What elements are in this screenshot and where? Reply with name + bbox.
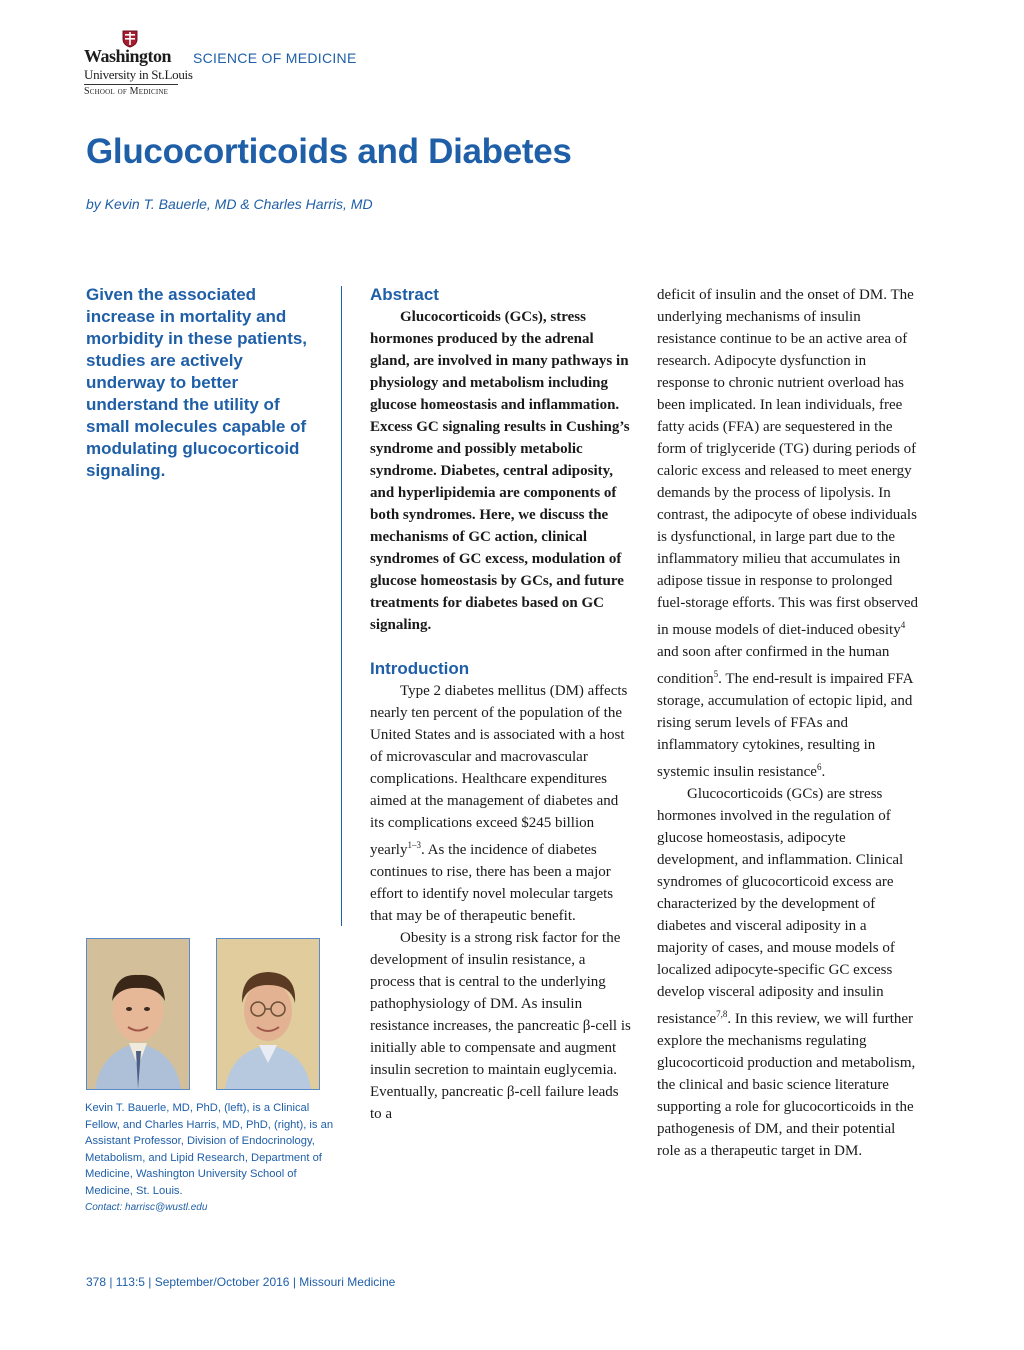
column-middle [370, 284, 632, 1125]
col3-p2-text-b: . In this review, we will further explore the mechanisms regulating glucocorticoid production and metabolism, the clinical and basic science literature supporting a role for glucocorticoids in the pathogenesis of DM, and their potential role as a therapeutic target in DM. [657, 1011, 916, 1159]
logo-washington: Washington [84, 46, 172, 66]
intro-paragraph-1 [370, 680, 632, 927]
intro-paragraph-4 [657, 783, 919, 1162]
author-photo-left [86, 938, 190, 1090]
citation-ref: 1–3 [407, 840, 421, 850]
logo-divider [84, 84, 178, 85]
author-caption [85, 1100, 335, 1216]
col3-p1-text-b: and soon after confirmed in the human condition [657, 644, 890, 687]
citation-ref: 7,8 [716, 1009, 728, 1019]
col3-p1-text-a: deficit of insulin and the onset of DM. The underlying mechanisms of insulin resistance continue to be an active area of research. Adipocyte dysfunction in response to chronic nutrient overload has been implicated. In lean individuals, free fatty acids (FFA) are sequestered in the form of triglyceride (TG) during periods of caloric excess and released to meet energy demands by the process of lipolysis. In contrast, the adipocyte of obese individuals is dysfunctional, in large part due to the inflammatory milieu that accumulates in adipose tissue in response to prolonged fuel-storage efforts. This was first observed in mouse models of diet-induced obesity [657, 287, 919, 638]
intro-paragraph-3 [657, 284, 919, 783]
intro-p1-text-a: Type 2 diabetes mellitus (DM) affects nearly ten percent of the population of the United States and is associated with a host of microvascular and macrovascular complications. Healthcare expenditures aimed at the management of diabetes and its complications exceed $245 billion yearly [370, 683, 628, 858]
logo-university: University in St.Louis [84, 67, 193, 82]
author-photo-right [216, 938, 320, 1090]
article-title: Glucocorticoids and Diabetes [86, 132, 572, 171]
caption-text: Kevin T. Bauerle, MD, PhD, (left), is a Clinical Fellow, and Charles Harris, MD, PhD, (right), is an Assistant Professor, Division of Endocrinology, Metabolism, and Lipid Research, Department of Medicine, Washington University School of Medicine, St. Louis. [85, 1102, 334, 1197]
article-byline: by Kevin T. Bauerle, MD & Charles Harris, MD [86, 196, 373, 212]
caption-contact: Contact: harrisc@wustl.edu [85, 1201, 208, 1213]
intro-paragraph-2: Obesity is a strong risk factor for the development of insulin resistance, a process that is central to the underlying pathophysiology of DM. As insulin resistance increases, the pancreatic β-cell is initially able to compensate and augment insulin secretion to maintain euglycemia. Eventually, pancreatic β-cell failure leads to a [370, 930, 631, 1122]
abstract-heading: Abstract [370, 285, 439, 304]
citation-ref: 6 [816, 762, 822, 772]
introduction-heading: Introduction [370, 659, 470, 678]
page-footer: 378 | 113:5 | September/October 2016 | Missouri Medicine [86, 1275, 396, 1289]
intro-p1-text-b: . As the incidence of diabetes continues to rise, there has been a major effort to identify novel molecular targets that may be of therapeutic benefit. [370, 842, 614, 924]
logo-school: School of Medicine [84, 86, 169, 97]
abstract-text: Glucocorticoids (GCs), stress hormones produced by the adrenal gland, are involved in many pathways in physiology and metabolism including glucose homeostasis and inflammation. Excess GC signaling results in Cushing’s syndrome and possibly metabolic syndrome. Diabetes, central adiposity, and hyperlipidemia are components of both syndromes. Here, we discuss the mechanisms of GC action, clinical syndromes of GC excess, modulation of glucose homeostasis by GCs, and future treatments for diabetes based on GC signaling. [370, 309, 630, 633]
citation-ref: 4 [900, 620, 906, 630]
col3-p1-text-d: . [821, 764, 826, 780]
col3-p1-text-c: . The end-result is impaired FFA storage, accumulation of ectopic lipid, and rising serum levels of FFAs and inflammatory cytokines, resulting in systemic insulin resistance [657, 671, 913, 780]
section-label: SCIENCE OF MEDICINE [193, 50, 357, 66]
author-portrait-icon [87, 939, 189, 1089]
column-divider [341, 286, 342, 926]
column-right [657, 284, 919, 1162]
col3-p2-text-a: Glucocorticoids (GCs) are stress hormones involved in the regulation of glucose homeostasis, adipocyte development, and inflammation. Clinical syndromes of glucocorticoid excess are characterized by the development of diabetes and visceral adiposity in a majority of cases, and mouse models of localized adipocyte-specific GC excess develop visceral adiposity and insulin resistance [657, 786, 904, 1027]
pull-quote: Given the associated increase in mortality and morbidity in these patients, studies are actively underway to better understand the utility of small molecules capable of modulating glucocorticoid signaling. [86, 285, 308, 480]
citation-ref: 5 [713, 669, 719, 679]
author-portrait-icon [217, 939, 319, 1089]
